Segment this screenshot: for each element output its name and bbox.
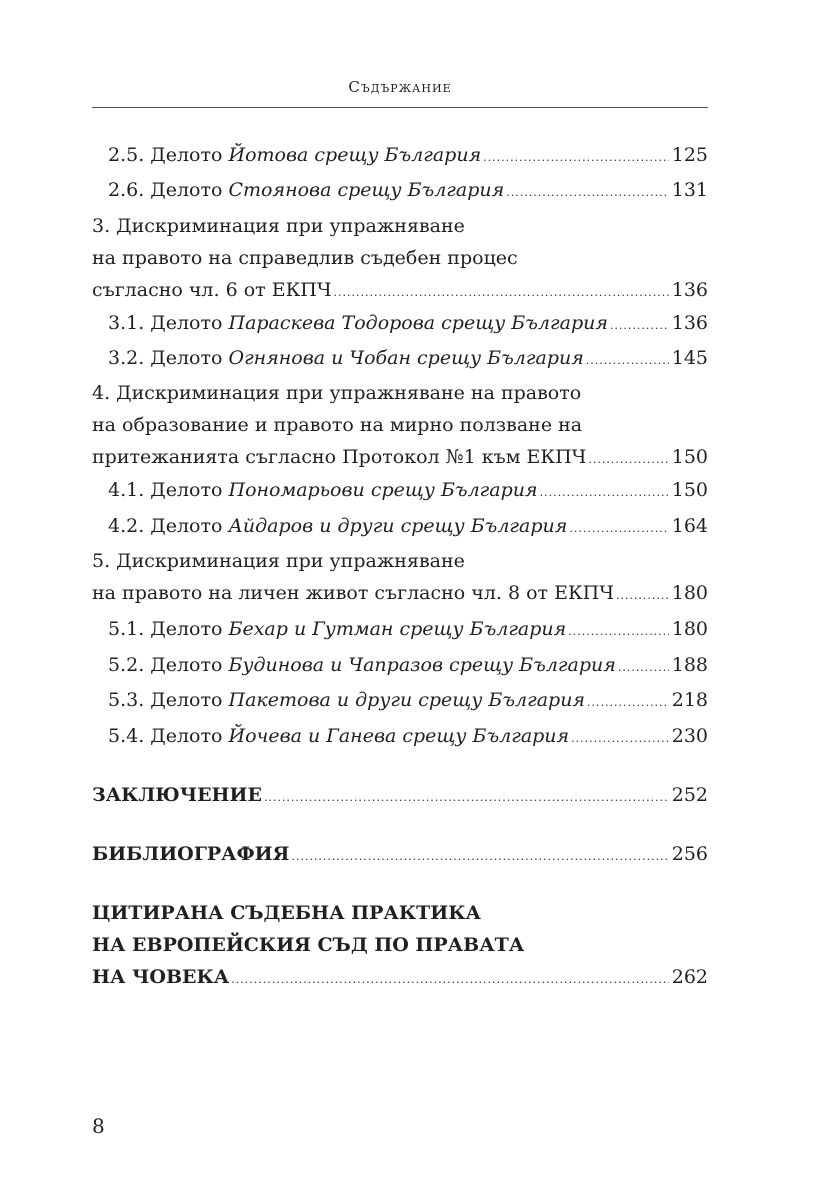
leader-dots [588,444,668,476]
toc-page-number: 230 [671,725,708,747]
toc-entry-title: Стоянова срещу България [228,179,505,201]
toc-page-number: 256 [671,843,708,865]
toc-entry-2-6[interactable] [108,174,708,209]
toc-entry-line: на образование и правото на мирно ползване на [92,414,583,436]
toc-entry-3-1[interactable] [108,307,708,342]
leader-dots [610,310,669,342]
leader-dots [540,477,669,509]
header-rule [92,107,708,108]
toc-page-number: 131 [671,179,708,201]
toc-entry-title: Пакетова и други срещу България [228,689,586,711]
leader-dots [571,723,669,755]
toc-entry-line: НА ЕВРОПЕЙСКИЯ СЪД ПО ПРАВАТА [92,934,525,956]
toc-entry-5-1[interactable] [108,613,708,648]
toc-entry-title: Йотова срещу България [228,144,482,166]
toc-entry-5-3[interactable] [108,684,708,719]
toc-entry-conclusion[interactable] [92,779,708,814]
toc-entry-number: 4.1. Делото [108,479,229,501]
toc-entry-line: 5. Дискриминация при упражняване [92,550,465,572]
running-header: Съдържание [348,78,452,96]
leader-dots [616,580,669,612]
leader-dots [483,142,669,174]
toc-page-number: 145 [671,347,708,369]
toc-page-number: 150 [671,479,708,501]
toc-entry-line: ЦИТИРАНА СЪДЕБНА ПРАКТИКА [92,902,481,924]
toc-page-number: 125 [671,144,708,166]
toc-entry-title: Будинова и Чапразов срещу България [228,654,616,676]
toc-entry-5[interactable] [92,545,708,612]
toc-entry-title: Бехар и Гутман срещу България [228,618,567,640]
leader-dots [586,345,669,377]
toc-entry-line: 3. Дискриминация при упражняване [92,215,465,237]
toc-entry-line: НА ЧОВЕКА [92,966,230,988]
leader-dots [587,687,669,719]
toc-entry-number: 5.3. Делото [108,689,229,711]
toc-entry-number: 4.2. Делото [108,515,229,537]
toc-entry-4-1[interactable] [108,474,708,509]
leader-dots [334,277,669,309]
toc-entry-number: 2.6. Делото [108,179,229,201]
toc-page-number: 180 [671,582,708,604]
toc-entry-number: 3.2. Делото [108,347,229,369]
toc-entry-case-law[interactable] [92,897,708,996]
toc-entry-5-4[interactable] [108,720,708,755]
leader-dots [569,513,668,545]
toc-entry-title: Айдаров и други срещу България [228,515,568,537]
toc-entry-line: на правото на справедлив съдебен процес [92,247,518,269]
leader-dots [506,177,669,209]
toc-page-number: 188 [671,654,708,676]
page-number: 8 [92,1114,105,1138]
toc-page-number: 136 [671,312,708,334]
toc-entry-bibliography[interactable] [92,838,708,873]
toc-page-number: 218 [671,689,708,711]
toc-entry-line: на правото на личен живот съгласно чл. 8 от ЕКПЧ [92,582,614,604]
toc-entry-line: 4. Дискриминация при упражняване на правото [92,382,582,404]
toc-entry-2-5[interactable] [108,139,708,174]
toc-entry-5-2[interactable] [108,649,708,684]
toc-entry-title: Огнянова и Чобан срещу България [228,347,584,369]
toc-entry-4-2[interactable] [108,510,708,545]
toc-entry-number: 5.2. Делото [108,654,229,676]
leader-dots [618,652,669,684]
toc-entry-title: Йочева и Ганева срещу България [228,725,570,747]
leader-dots [291,841,668,873]
toc-entry-number: 2.5. Делото [108,144,229,166]
leader-dots [264,782,669,814]
toc-entry-3[interactable] [92,210,708,309]
toc-entry-line: съгласно чл. 6 от ЕКПЧ [92,279,332,301]
toc-entry-title: Пономарьови срещу България [228,479,538,501]
toc-page-number: 180 [671,618,708,640]
toc-entry-line: притежанията съгласно Протокол №1 към ЕКПЧ [92,446,587,468]
leader-dots [568,616,668,648]
toc-page-number: 262 [671,966,708,988]
toc-page-number: 150 [671,446,708,468]
toc-entry-number: 5.1. Делото [108,618,229,640]
toc-entry-title: Параскева Тодорова срещу България [228,312,608,334]
toc-entry-3-2[interactable] [108,342,708,377]
toc-page-number: 136 [671,279,708,301]
toc-entry-number: 5.4. Делото [108,725,229,747]
toc-entry-title: ЗАКЛЮЧЕНИЕ [92,784,262,806]
toc-page-number: 164 [671,515,708,537]
toc-page-number: 252 [671,784,708,806]
leader-dots [231,964,668,996]
toc-entry-number: 3.1. Делото [108,312,229,334]
toc-entry-title: БИБЛИОГРАФИЯ [92,843,290,865]
toc-entry-4[interactable] [92,377,708,476]
